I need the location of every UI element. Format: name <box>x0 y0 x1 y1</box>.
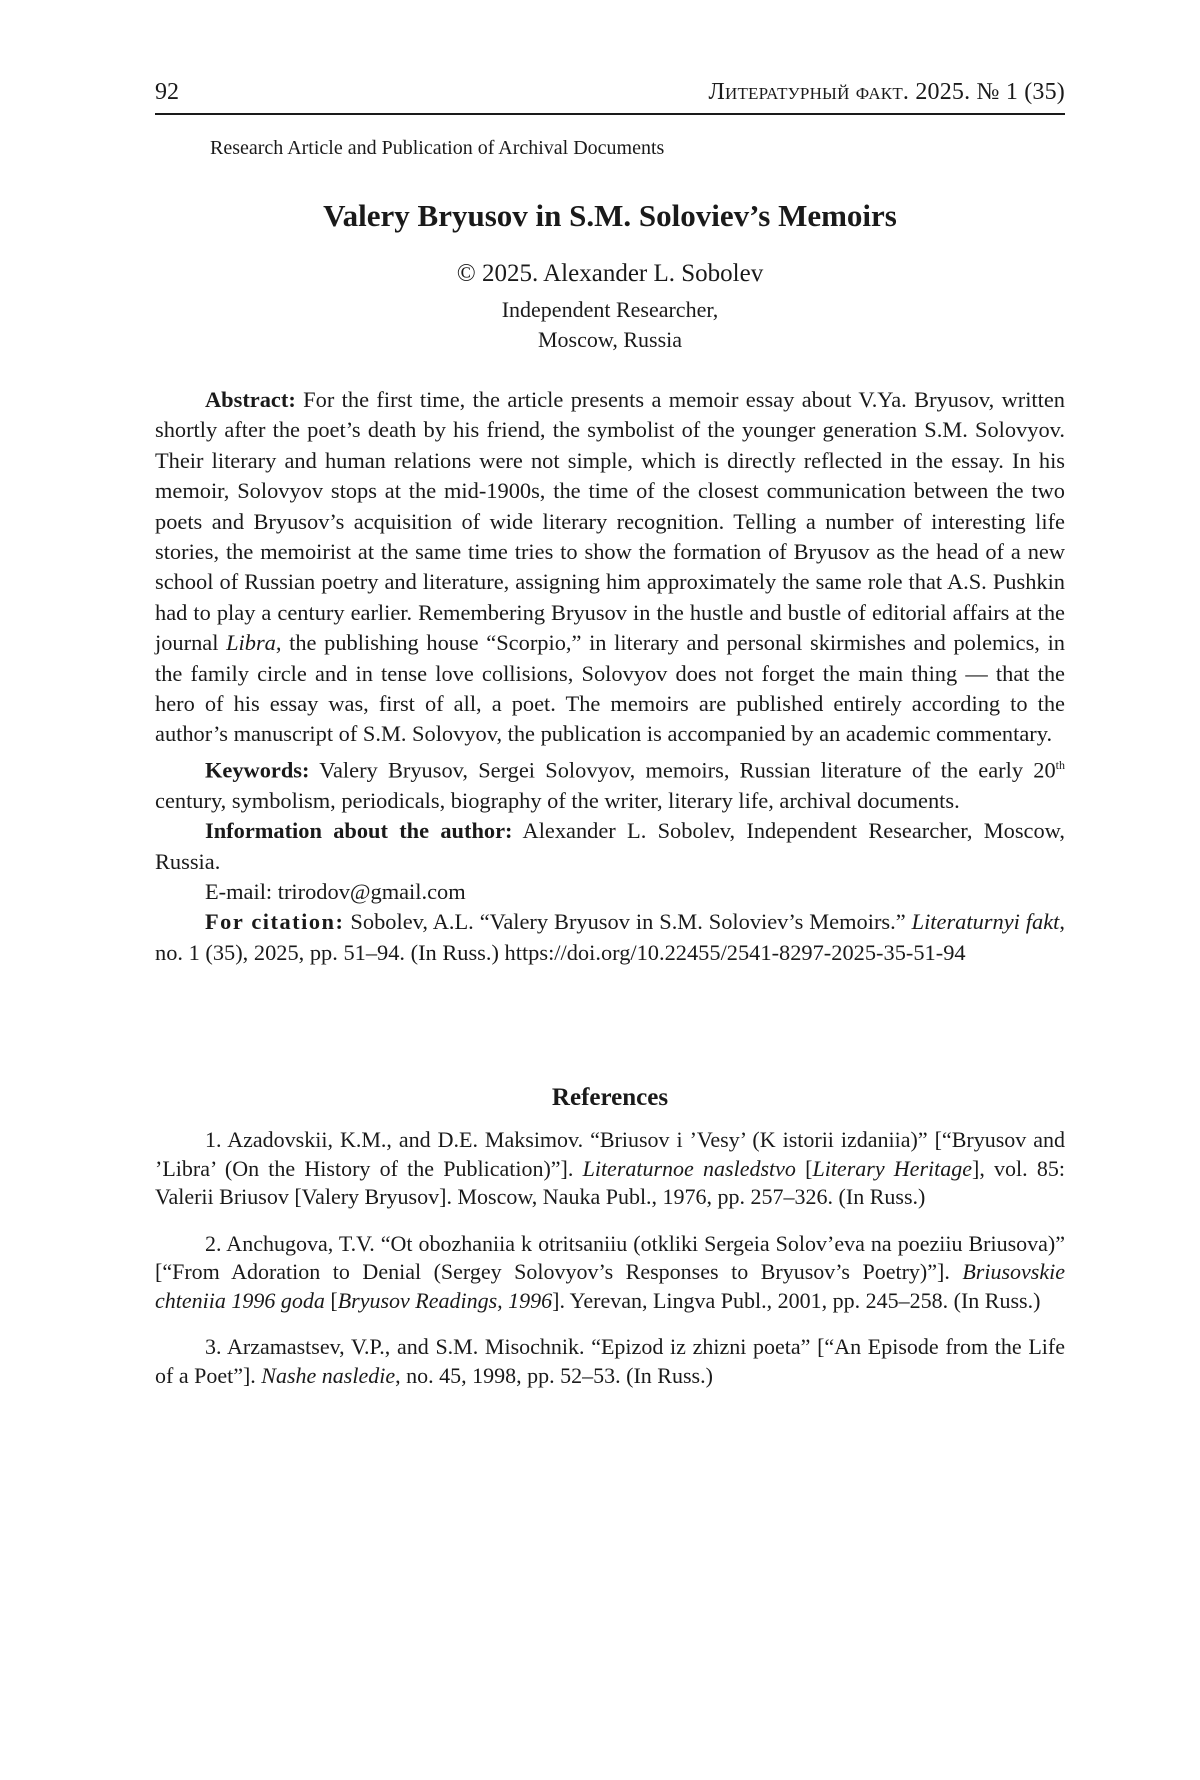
reference-text: 2. Anchugova, T.V. “Ot obozhaniia k otritsaniiu (otkliki Sergeia Solov’eva na poeziiu Briusova)” [“From Adoration to Denial (Sergey Solovyov’s Responses to Bryusov’s Poetry)”]. <box>155 1230 1065 1285</box>
keywords-superscript: th <box>1055 757 1065 772</box>
article-page <box>155 78 1065 1390</box>
citation-journal: Literaturnyi fakt <box>911 909 1060 935</box>
citation-label: For citation: <box>205 909 345 935</box>
author-info-paragraph <box>155 816 1065 877</box>
abstract-text: For the first time, the article presents a memoir essay about V.Ya. Bryusov, written shortly after the poet’s death by his friend, the symbolist of the younger generation S.M. Solovyov. Their literary and human relations were not simple, which is directly reflected in the essay. In his memoir, Solovyov stops at the mid-1900s, the time of the closest communication between the two poets and Bryusov’s acquisition of wide literary recognition. Telling a number of interesting life stories, the memoirist at the same time tries to show the formation of Bryusov as the head of a new school of Russian poetry and literature, assigning him approximately the same role that A.S. Pushkin had to play a century earlier. Remembering Bryusov in the hustle and bustle of editorial affairs at the journal <box>155 387 1065 656</box>
journal-title: Литературный факт. 2025. № 1 (35) <box>708 79 1065 105</box>
keywords-paragraph <box>155 750 1065 816</box>
abstract-text: , the publishing house “Scorpio,” in literary and personal skirmishes and polemics, in the family circle and in tense love collisions, Solovyov does not forget the main thing — that the hero of his essay was, first of all, a poet. The memoirs are published entirely according to the author’s manuscript of S.M. Solovyov, the publication is accompanied by an academic commentary. <box>155 630 1065 747</box>
affiliation-line: Moscow, Russia <box>537 327 683 352</box>
reference-text: , no. 45, 1998, pp. 52–53. (In Russ.) <box>395 1362 713 1388</box>
citation-text: Sobolev, A.L. “Valery Bryusov in S.M. Soloviev’s Memoirs.” <box>344 909 912 935</box>
reference-item <box>155 1333 1065 1390</box>
reference-italic: Literaturnoe nasledstvo <box>582 1155 796 1181</box>
references-list <box>155 1126 1065 1390</box>
reference-italic: Literary Heritage <box>812 1155 972 1181</box>
article-title: Valery Bryusov in S.M. Soloviev’s Memoirs <box>323 198 897 233</box>
section-label: Research Article and Publication of Archival Documents <box>210 137 665 159</box>
author-affiliation <box>155 295 1065 355</box>
abstract-block <box>155 385 1065 968</box>
reference-italic: Bryusov Readings, 1996 <box>337 1287 553 1313</box>
reference-item <box>155 1126 1065 1212</box>
reference-item <box>155 1230 1065 1316</box>
author-info-text: Alexander L. Sobolev, Independent Researcher, Moscow, Russia. <box>155 818 1065 874</box>
citation-paragraph <box>155 907 1065 968</box>
reference-text: [ <box>324 1287 338 1313</box>
abstract-journal-name: Libra <box>226 630 276 656</box>
reference-text: ]. Yerevan, Lingva Publ., 2001, pp. 245–258. (In Russ.) <box>552 1287 1041 1313</box>
email-line: E-mail: trirodov@gmail.com <box>205 878 466 904</box>
reference-text: [ <box>795 1155 813 1181</box>
running-header <box>155 78 1065 115</box>
reference-text: 1. Azadovskii, K.M., and D.E. Maksimov. “Briusov i ’Vesy’ (K istorii izdaniia)” [“Bryusov and ’Libra’ (On the History of the Publication)”]. <box>155 1127 1065 1181</box>
keywords-text: Valery Bryusov, Sergei Solovyov, memoirs, Russian literature of the early 20 <box>309 757 1056 783</box>
affiliation-line: Independent Researcher, <box>501 297 719 322</box>
reference-italic: Briusovskie chteniia 1996 goda <box>155 1259 1065 1313</box>
reference-italic: Nashe nasledie <box>261 1362 396 1388</box>
page-number: 92 <box>155 79 179 105</box>
abstract-label: Abstract: <box>205 387 296 412</box>
author-byline: © 2025. Alexander L. Sobolev <box>456 260 764 287</box>
reference-text: 3. Arzamastsev, V.P., and S.M. Misochnik. “Epizod iz zhizni poeta” [“An Episode from the Life of a Poet”]. <box>155 1334 1065 1388</box>
references-heading: References <box>551 1084 669 1112</box>
abstract-paragraph <box>155 385 1065 750</box>
author-info-label: Information about the author: <box>205 818 513 844</box>
keywords-text: century, symbolism, periodicals, biography of the writer, literary life, archival documents. <box>155 787 960 813</box>
citation-text: , no. 1 (35), 2025, pp. 51–94. (In Russ.) https://doi.org/10.22455/2541-8297-2025-35-51-94 <box>155 909 1065 965</box>
reference-text: ], vol. 85: Valerii Briusov [Valery Bryusov]. Moscow, Nauka Publ., 1976, pp. 257–326. (In Russ.) <box>155 1155 1065 1210</box>
keywords-label: Keywords: <box>205 757 310 783</box>
